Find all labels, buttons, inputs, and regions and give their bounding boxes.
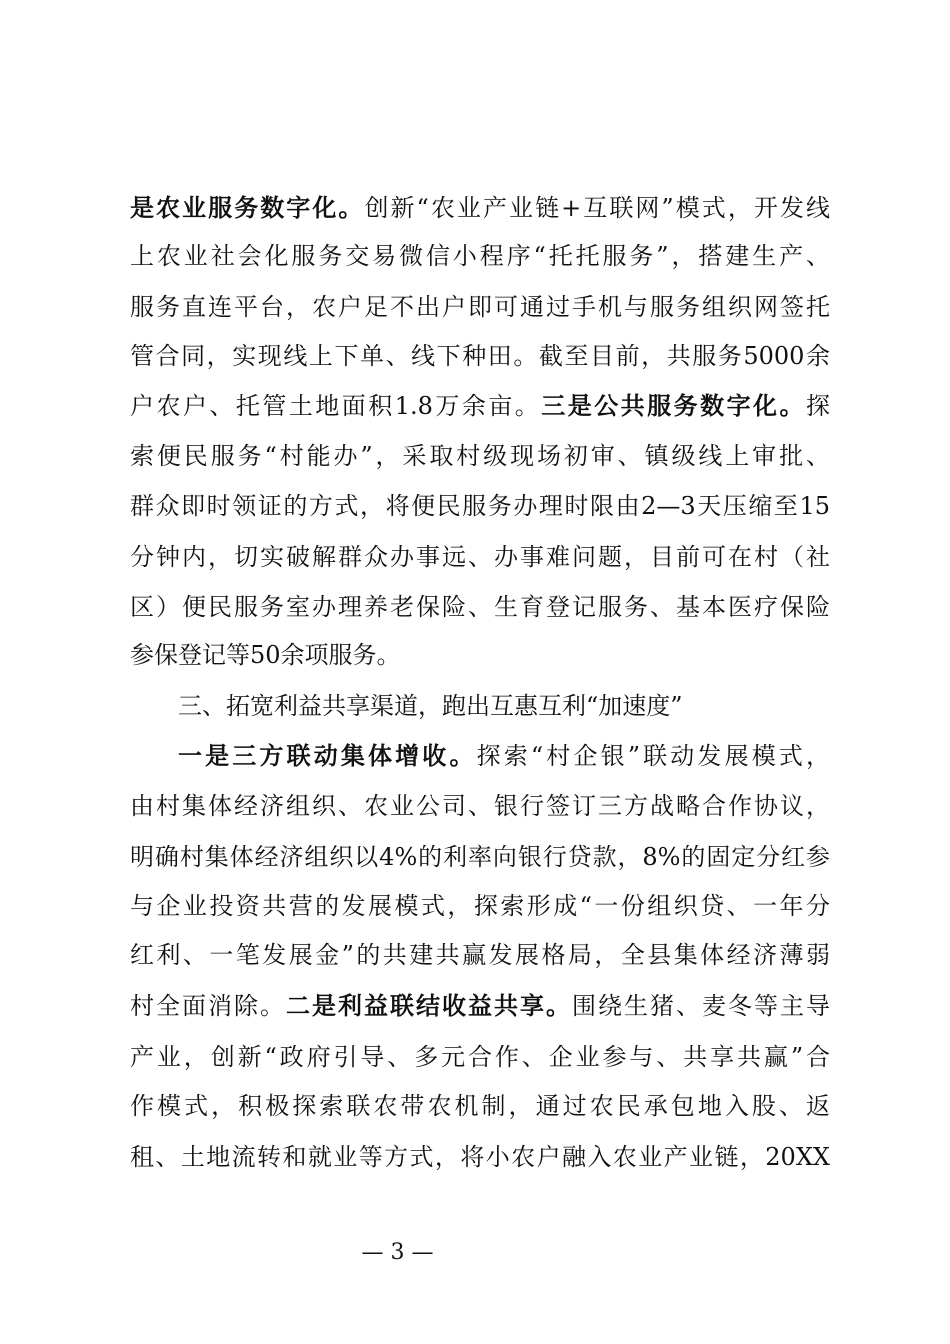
paragraph-line <box>178 741 830 771</box>
paragraph-line <box>130 193 830 223</box>
text-run: 三、拓宽利益共享渠道，跑出互惠互利“加速度” <box>178 692 683 720</box>
text-run: 明确村集体经济组织以4%的利率向银行贷款，8%的固定分红参 <box>130 843 830 871</box>
text-run: 户农户、托管土地面积1.8万余亩。 <box>130 392 542 420</box>
paragraph-line <box>130 991 830 1021</box>
paragraph-line <box>130 391 830 421</box>
bold-lead-phrase: 一是三方联动集体增收。 <box>178 741 477 770</box>
paragraph-line <box>130 940 830 970</box>
text-run: 上农业社会化服务交易微信小程序“托托服务”，搭建生产、 <box>130 242 830 270</box>
text-run: 租、土地流转和就业等方式，将小农户融入农业产业链，20XX <box>130 1143 830 1171</box>
paragraph-line <box>130 891 830 921</box>
paragraph-line <box>130 640 830 670</box>
paragraph-line <box>130 542 830 572</box>
paragraph-line <box>130 292 830 322</box>
text-run: 产业，创新“政府引导、多元合作、企业参与、共享共赢”合 <box>130 1043 830 1071</box>
text-run: 管合同，实现线上下单、线下种田。截至目前，共服务5000余 <box>130 342 830 370</box>
text-run: 村全面消除。 <box>130 992 286 1020</box>
paragraph-line <box>130 241 830 271</box>
bold-lead-phrase: 是农业服务数字化。 <box>130 193 365 222</box>
paragraph-line <box>130 842 830 872</box>
paragraph-line <box>130 1142 830 1172</box>
text-run: 分钟内，切实破解群众办事远、办事难问题，目前可在村（社 <box>130 543 830 571</box>
paragraph-line <box>130 592 830 622</box>
bold-lead-phrase: 二是利益联结收益共享。 <box>286 991 572 1020</box>
page-number: — 3 — <box>361 1240 434 1265</box>
paragraph-line <box>130 791 830 821</box>
paragraph-line <box>130 1091 830 1121</box>
text-run: 索便民服务“村能办”，采取村级现场初审、镇级线上审批、 <box>130 442 830 470</box>
text-run: 服务直连平台，农户足不出户即可通过手机与服务组织网签托 <box>130 293 830 321</box>
text-run: 探 <box>806 392 830 420</box>
text-run: 区）便民服务室办理养老保险、生育登记服务、基本医疗保险 <box>130 593 830 621</box>
paragraph-line <box>130 491 830 521</box>
text-run: 与企业投资共营的发展模式，探索形成“一份组织贷、一年分 <box>130 892 830 920</box>
text-run: 群众即时领证的方式，将便民服务办理时限由2—3天压缩至15 <box>130 492 830 520</box>
text-run: 由村集体经济组织、农业公司、银行签订三方战略合作协议， <box>130 792 830 820</box>
paragraph-line <box>130 441 830 471</box>
paragraph-line <box>130 341 830 371</box>
text-run: 参保登记等50余项服务。 <box>130 641 401 669</box>
text-run: 红利、一笔发展金”的共建共赢发展格局，全县集体经济薄弱 <box>130 941 830 969</box>
paragraph-line <box>130 1042 830 1072</box>
section-heading <box>178 691 830 721</box>
bold-lead-phrase: 三是公共服务数字化。 <box>541 391 806 420</box>
text-run: 探索“村企银”联动发展模式， <box>476 742 831 770</box>
text-run: 围绕生猪、麦冬等主导 <box>572 992 830 1020</box>
text-run: 作模式，积极探索联农带农机制，通过农民承包地入股、返 <box>130 1092 830 1120</box>
text-run: 创新“农业产业链+互联网”模式，开发线 <box>364 194 830 222</box>
